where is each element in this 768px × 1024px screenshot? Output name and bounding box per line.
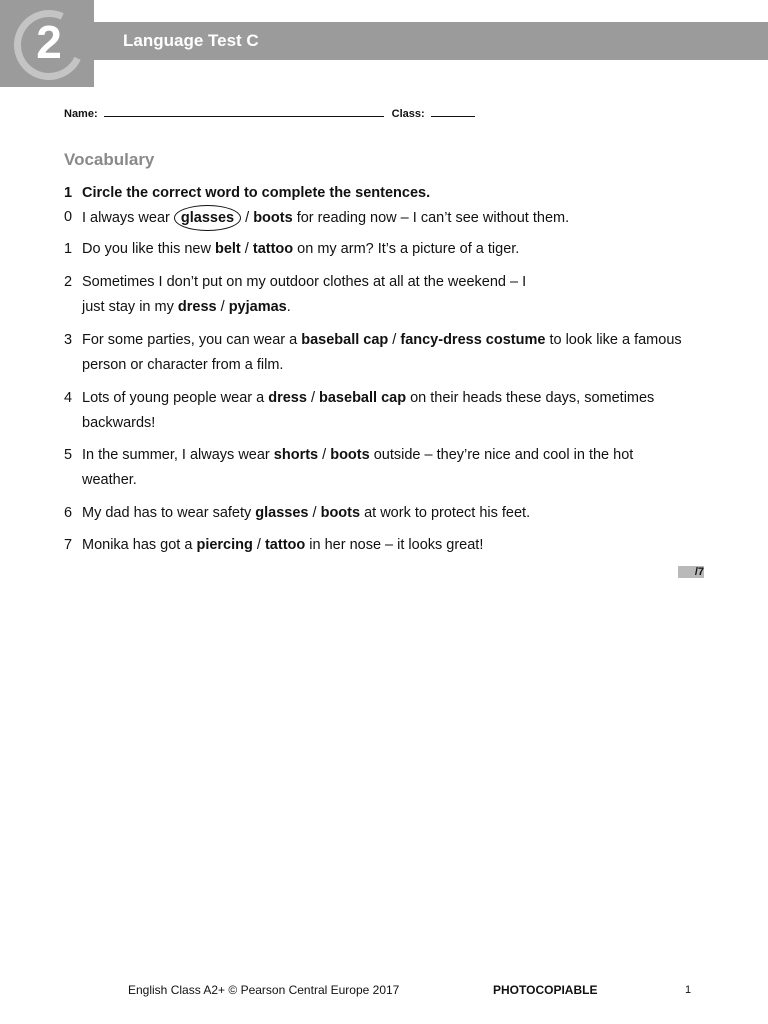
option-separator: / [256,537,261,553]
item-text: . [286,299,291,315]
student-info-row [64,108,475,120]
option-separator: / [220,299,225,315]
footer-photocopiable: PHOTOCOPIABLE [493,983,598,997]
option[interactable]: baseball cap [319,390,407,406]
class-label: Class: [391,108,425,120]
option[interactable]: fancy-dress costume [400,332,546,348]
item-text: I always wear [82,210,170,226]
item-number: 1 [64,241,73,257]
page-number: 1 [685,984,692,996]
option-separator: / [245,210,250,226]
list-item [64,386,714,436]
option[interactable]: tattoo [264,537,306,553]
exercise-instruction-text: Circle the correct word to complete the sentences. [82,185,431,201]
option[interactable]: boots [330,447,370,463]
title-bar [94,22,768,60]
item-text: outside – they’re nice and cool in the hot weather. [82,447,634,488]
page-title: Language Test C [123,31,259,50]
option[interactable]: piercing [196,537,253,553]
item-text: at work to protect his feet. [364,505,531,521]
item-text: Sometimes I don’t put on my outdoor clothes at all at the weekend – I just stay in my [82,274,527,315]
unit-badge [0,0,94,87]
option[interactable]: dress [268,390,307,406]
list-item [64,205,714,231]
item-text: Do you like this new [82,241,211,257]
section-title: Vocabulary [64,150,155,169]
option-separator: / [392,332,397,348]
item-text: for reading now – I can’t see without them. [296,210,570,226]
option[interactable]: baseball cap [301,332,389,348]
list-item [64,237,714,262]
item-text: on my arm? It’s a picture of a tiger. [297,241,520,257]
item-text: Monika has got a [82,537,193,553]
list-item [64,501,714,526]
unit-number: 2 [36,16,62,68]
list-item [64,270,544,320]
option-separator: / [310,390,315,406]
item-number: 7 [64,537,73,553]
option[interactable]: glasses [255,505,309,521]
item-number: 3 [64,332,73,348]
item-text: in her nose – it looks great! [309,537,484,553]
item-text: to look like a famous person or character from a film. [82,332,682,373]
exercise-instruction [64,185,430,201]
item-text: In the summer, I always wear [82,447,270,463]
footer-copyright: English Class A2+ © Pearson Central Europe 2017 [128,983,400,997]
option[interactable]: boots [253,210,293,226]
item-number: 4 [64,390,73,406]
option-separator: / [322,447,327,463]
score-box: /7 [678,566,704,578]
item-text: My dad has to wear safety [82,505,252,521]
option[interactable]: tattoo [252,241,294,257]
class-field[interactable] [431,115,475,117]
option[interactable]: belt [214,241,241,257]
option-separator: / [312,505,317,521]
item-number: 6 [64,505,73,521]
option[interactable]: boots [320,505,361,521]
item-number: 0 [64,209,73,225]
item-text: Lots of young people wear a [82,390,265,406]
option[interactable]: dress [177,299,217,315]
option-circled[interactable]: glasses [174,205,241,231]
list-item [64,533,714,558]
exercise-number: 1 [64,185,73,201]
item-text: on their heads these days, sometimes backwards! [82,390,655,431]
option-separator: / [244,241,249,257]
item-text: For some parties, you can wear a [82,332,298,348]
option[interactable]: shorts [273,447,319,463]
item-number: 5 [64,447,73,463]
list-item [64,328,704,378]
list-item [64,443,684,493]
name-field[interactable] [104,115,384,117]
item-number: 2 [64,274,73,290]
option[interactable]: pyjamas [228,299,287,315]
name-label: Name: [64,108,98,120]
